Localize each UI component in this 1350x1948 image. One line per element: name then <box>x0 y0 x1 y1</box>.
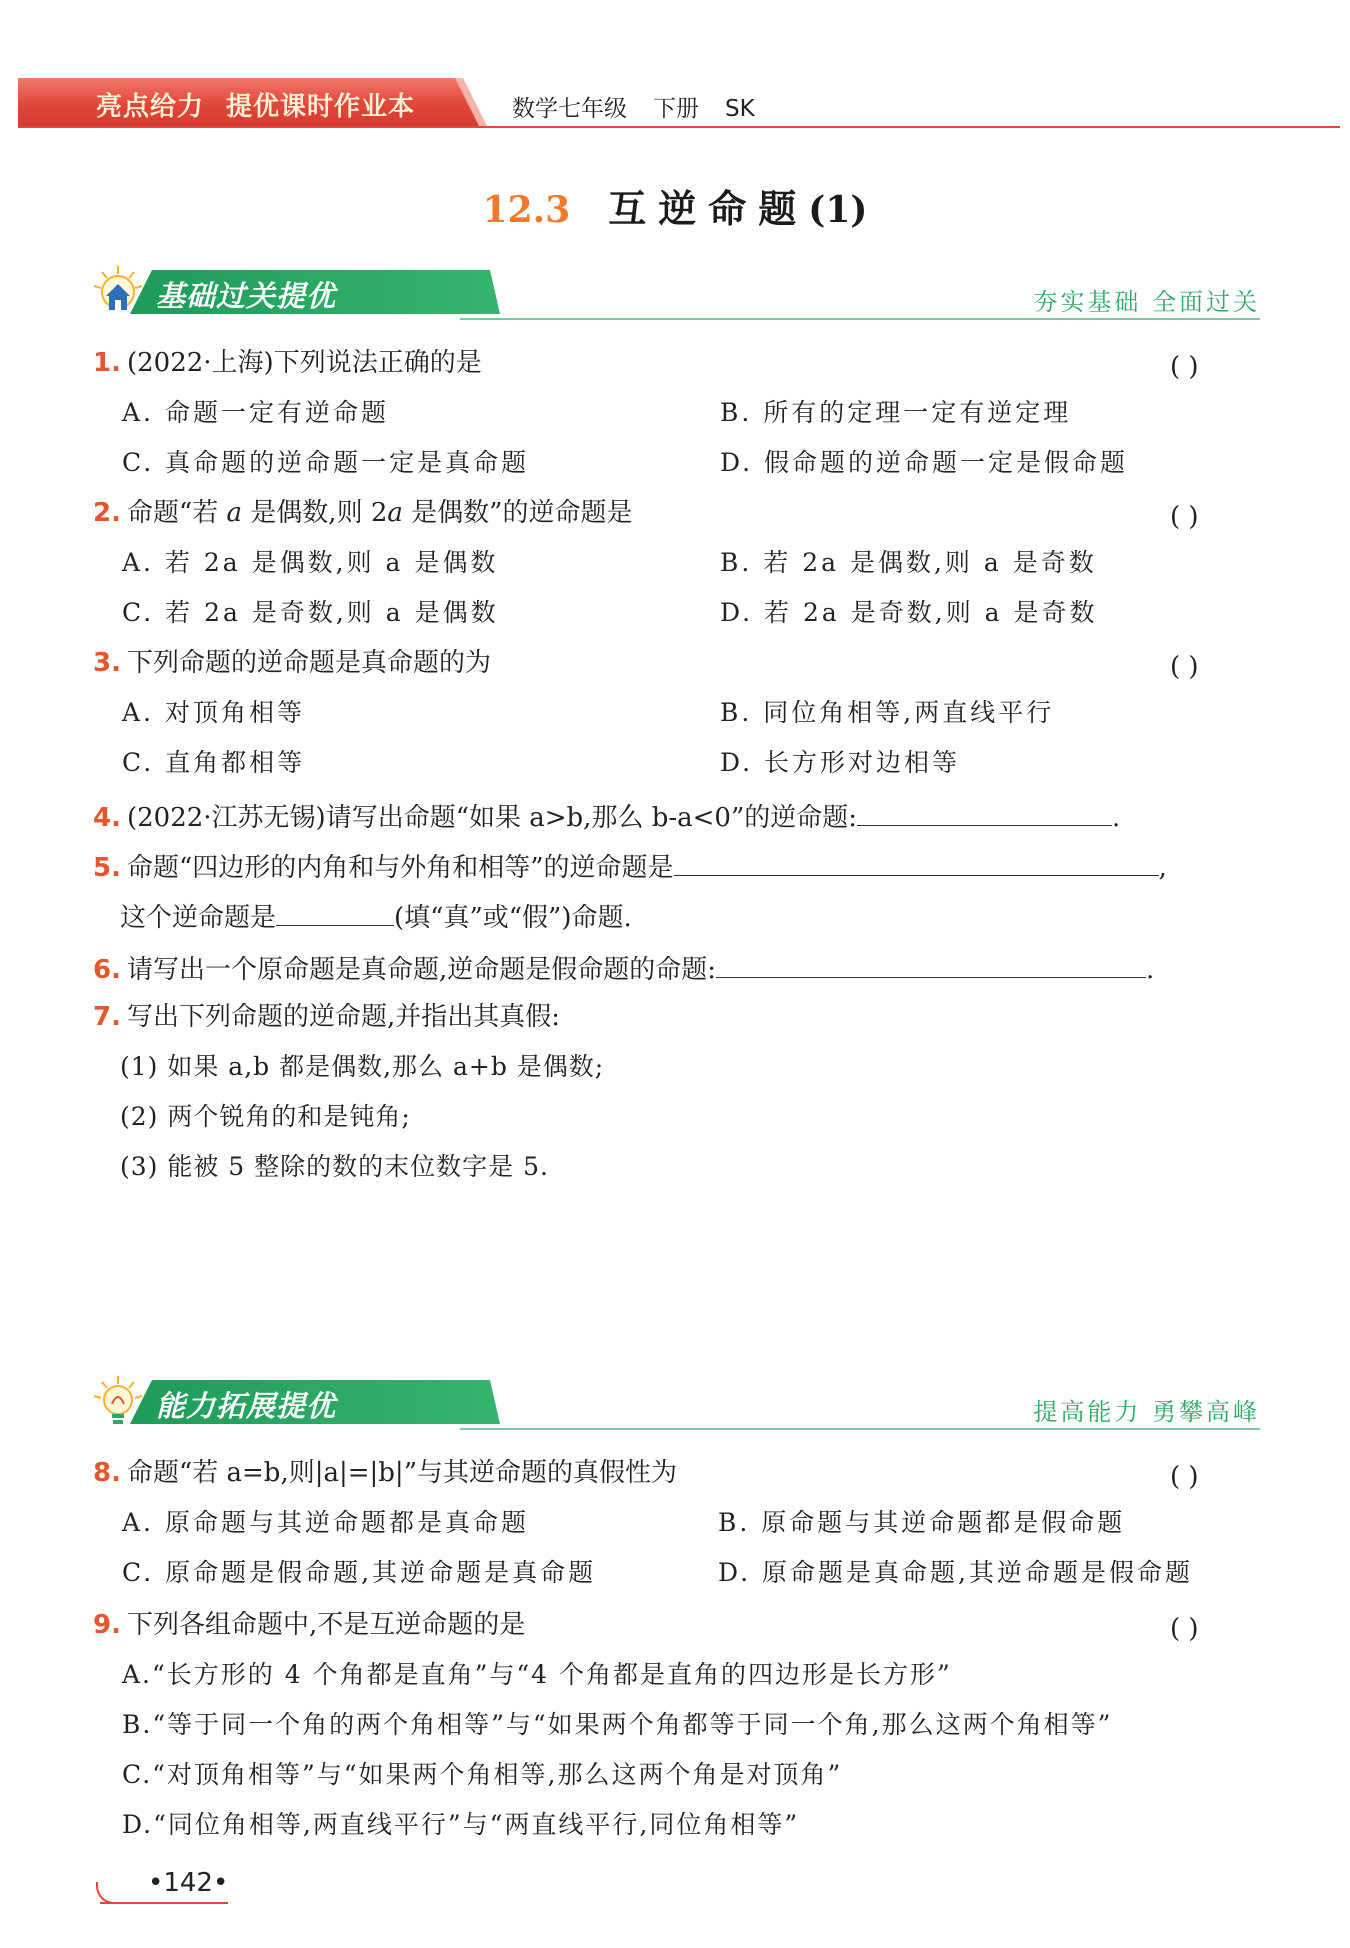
question-number: 9. <box>93 1610 121 1640</box>
question-2 <box>93 496 632 530</box>
q3-option-c[interactable]: C. 直角都相等 <box>122 748 306 777</box>
question-3 <box>93 646 491 680</box>
variable-a: a <box>387 498 403 528</box>
variable-a: a <box>226 498 243 528</box>
question-text: 这个逆命题是 <box>120 903 277 933</box>
question-number: 2. <box>93 498 121 528</box>
house-sun-icon <box>90 264 146 320</box>
question-text: (2022·江苏无锡)请写出命题“如果 a>b,那么 b-a<0”的逆命题: <box>126 803 858 833</box>
header-brand <box>96 86 415 123</box>
question-number: 8. <box>93 1458 121 1488</box>
answer-blank[interactable] <box>716 950 1146 978</box>
section-basic-banner <box>90 262 1260 322</box>
volume-label: 下册 <box>653 96 699 122</box>
q9-option-a[interactable]: A.“长方形的 4 个角都是直角”与“4 个角都是直角的四边形是长方形” <box>122 1660 952 1689</box>
question-8 <box>93 1456 677 1490</box>
question-text-part: 命题“若 <box>126 498 227 528</box>
question-4 <box>93 798 1120 835</box>
section-title: 互逆命题 <box>608 186 809 231</box>
page-number-ornament <box>96 1882 118 1904</box>
question-6 <box>93 950 1154 987</box>
q9-option-d[interactable]: D.“同位角相等,两直线平行”与“两直线平行,同位角相等” <box>122 1810 800 1839</box>
section-slogan: 提高能力 勇攀高峰 <box>1033 1398 1260 1426</box>
question-text: (填“真”或“假”)命题. <box>394 903 632 933</box>
question-end: , <box>1158 853 1167 883</box>
q1-option-a[interactable]: A. 命题一定有逆命题 <box>122 398 389 427</box>
q8-option-b[interactable]: B. 原命题与其逆命题都是假命题 <box>718 1508 1126 1537</box>
answer-blank[interactable] <box>857 798 1112 826</box>
edition-label: SK <box>725 96 755 122</box>
question-text: 命题“若 a=b,则|a|=|b|”与其逆命题的真假性为 <box>126 1458 677 1488</box>
section-advanced-banner <box>90 1372 1260 1432</box>
q9-option-c[interactable]: C.“对顶角相等”与“如果两个角相等,那么这两个角是对顶角” <box>122 1760 843 1789</box>
question-number: 3. <box>93 648 121 678</box>
brand-name: 亮点给力 <box>96 92 205 122</box>
answer-blank[interactable] <box>276 898 394 926</box>
header-meta <box>512 90 781 123</box>
question-end: . <box>1112 803 1121 833</box>
question-number: 1. <box>93 348 121 378</box>
header-rule <box>18 126 1340 128</box>
q3-option-d[interactable]: D. 长方形对边相等 <box>720 748 961 777</box>
q1-option-c[interactable]: C. 真命题的逆命题一定是真命题 <box>122 448 530 477</box>
answer-bracket-3[interactable]: ( ) <box>1170 652 1199 682</box>
q2-option-a[interactable]: A. 若 2a 是偶数,则 a 是偶数 <box>122 548 499 577</box>
section-number: 12.3 <box>482 189 571 231</box>
q7-subitem-2: (2) 两个锐角的和是钝角; <box>120 1102 411 1131</box>
question-number: 4. <box>93 803 121 833</box>
section-rule <box>460 318 1260 320</box>
answer-blank[interactable] <box>674 848 1159 876</box>
q8-option-d[interactable]: D. 原命题是真命题,其逆命题是假命题 <box>718 1558 1193 1587</box>
q1-option-b[interactable]: B. 所有的定理一定有逆定理 <box>720 398 1072 427</box>
q8-option-a[interactable]: A. 原命题与其逆命题都是真命题 <box>122 1508 529 1537</box>
q7-subitem-1: (1) 如果 a,b 都是偶数,那么 a+b 是偶数; <box>120 1052 605 1081</box>
question-text-part: 是偶数,则 2 <box>242 498 388 528</box>
q7-subitem-3: (3) 能被 5 整除的数的末位数字是 5. <box>120 1152 549 1181</box>
section-part: (1) <box>808 189 868 231</box>
question-9 <box>93 1608 525 1642</box>
page-title <box>0 178 1350 233</box>
q2-option-c[interactable]: C. 若 2a 是奇数,则 a 是偶数 <box>122 598 499 627</box>
answer-bracket-9[interactable]: ( ) <box>1170 1614 1199 1644</box>
question-number: 7. <box>93 1002 121 1032</box>
question-end: . <box>1146 955 1155 985</box>
question-text: 下列命题的逆命题是真命题的为 <box>126 648 491 678</box>
page-number: •142• <box>148 1868 229 1898</box>
question-text: 请写出一个原命题是真命题,逆命题是假命题的命题: <box>126 955 716 985</box>
answer-bracket-8[interactable]: ( ) <box>1170 1462 1199 1492</box>
question-number: 6. <box>93 955 121 985</box>
page-number-rule <box>100 1902 228 1904</box>
q1-option-d[interactable]: D. 假命题的逆命题一定是假命题 <box>720 448 1129 477</box>
question-5 <box>93 848 1167 885</box>
subject-label: 数学七年级 <box>512 96 627 122</box>
question-text: 写出下列命题的逆命题,并指出其真假: <box>126 1002 560 1032</box>
question-7 <box>93 1000 560 1034</box>
q3-option-a[interactable]: A. 对顶角相等 <box>122 698 305 727</box>
question-text: 下列各组命题中,不是互逆命题的是 <box>126 1610 526 1640</box>
question-5-line-2 <box>120 898 632 935</box>
question-number: 5. <box>93 853 121 883</box>
q2-option-b[interactable]: B. 若 2a 是偶数,则 a 是奇数 <box>720 548 1097 577</box>
section-slogan: 夯实基础 全面过关 <box>1033 288 1260 316</box>
question-text-part: 是偶数”的逆命题是 <box>402 498 633 528</box>
answer-bracket-1[interactable]: ( ) <box>1170 352 1199 382</box>
section-label: 能力拓展提优 <box>156 1389 337 1423</box>
question-1 <box>93 346 482 380</box>
q9-option-b[interactable]: B.“等于同一个角的两个角相等”与“如果两个角都等于同一个角,那么这两个角相等” <box>122 1710 1113 1739</box>
section-label: 基础过关提优 <box>156 279 337 313</box>
q3-option-b[interactable]: B. 同位角相等,两直线平行 <box>720 698 1055 727</box>
q2-option-d[interactable]: D. 若 2a 是奇数,则 a 是奇数 <box>720 598 1098 627</box>
question-text: 命题“四边形的内角和与外角和相等”的逆命题是 <box>126 853 674 883</box>
series-name: 提优课时作业本 <box>226 92 416 122</box>
question-text: (2022·上海)下列说法正确的是 <box>126 348 482 378</box>
lightbulb-sun-icon <box>90 1374 146 1430</box>
q8-option-c[interactable]: C. 原命题是假命题,其逆命题是真命题 <box>122 1558 597 1587</box>
section-rule <box>460 1428 1260 1430</box>
page-header <box>0 78 1350 130</box>
answer-bracket-2[interactable]: ( ) <box>1170 502 1199 532</box>
